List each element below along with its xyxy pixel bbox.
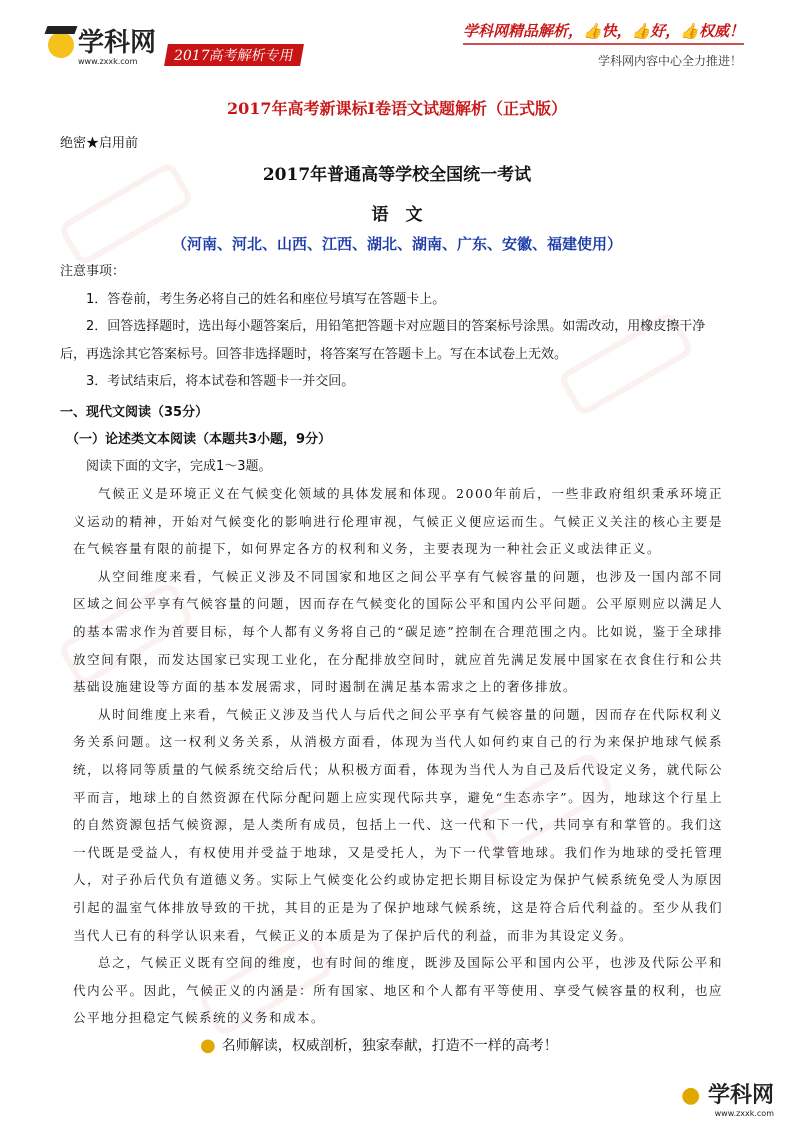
passage-paragraph: 从空间维度来看，气候正义涉及不同国家和地区之间公平享有气候容量的问题，也涉及一国内部不同区域之间公平享有气候容量的问题，因而存在气候变化的国际公平和国内公平问题。公平原则应以满足人的基本需求作为首要目标，每个人都有义务将自己的“碳足迹”控制在合理范围之内。比如说，鉴于全球排放空间有限，而发达国家已实现工业化，在分配排放空间时，就应首先满足发展中国家在衣食住行和公共基础设施建设等方面的基本发展需求，同时遏制在满足基本需求之上的奢侈排放。 [73, 568, 723, 695]
footer-slogan-text: 名师解读，权威剖析，独家奉献，打造不一样的高考！ [221, 1037, 558, 1054]
notes-heading: 注意事项： [60, 264, 126, 279]
footer-site: www.zxxk.com [714, 1109, 774, 1118]
section-heading: 一、现代文阅读（35分） [60, 405, 209, 420]
passage-paragraph: 从时间维度上来看，气候正义涉及当代人与后代之间公平享有气候容量的问题，因而存在代际权利义务关系问题。这一权利义务关系，从消极方面看，体现为当代人如何约束自己的行为来保护地球气候系统，以将同等质量的气候系统交给后代；从积极方面看，体现为当代人为自己及后代设定义务，就代际公平而言，地球上的自然资源在代际分配问题上应实现代际共享，避免“生态赤字”。因为，地球这个行星上的自然资源包括气候资源，是人类所有成员，包括上一代、这一代和下一代，共同享有和掌管的。我们这一代既是受益人，有权使用并受益于地球，又是受托人，为下一代掌管地球。我们作为地球的受托管理人，对子孙后代负有道德义务。实际上气候变化公约或协定把长期目标设定为保护气候系统免受人为原因引起的温室气体排放导致的干扰，其目的正是为了保护地球气候系统，这是符合后代利益的。至少从我们当代人已有的科学认识来看，气候正义的本质是为了保护后代的利益，而非为其设定义务。 [73, 706, 723, 943]
reading-instruction: 阅读下面的文字，完成1～3题。 [86, 459, 272, 474]
footer-brand: 学科网 [707, 1083, 774, 1108]
reading-passage [73, 480, 723, 1032]
passage-paragraph: 总之，气候正义既有空间的维度，也有时间的维度，既涉及国际公平和国内公平，也涉及代际公平和代内公平。因此，气候正义的内涵是：所有国家、地区和个人都有平等使用、享受气候容量的权利，也应公平地分担稳定气候系统的义务和成本。 [73, 955, 723, 1026]
site-url: www.zxxk.com [78, 57, 138, 66]
mascot-icon: ● [681, 1083, 701, 1108]
brand-name: 学科网 [78, 28, 157, 58]
note-item: 1．答卷前，考生务必将自己的姓名和座位号填写在答题卡上。 [86, 291, 446, 307]
header-push: 学科网内容中心全力推进！ [597, 54, 742, 68]
header-slogan: 学科网精品解析，👍快，👍好，👍权威！ [463, 22, 744, 45]
footer-logo [681, 1078, 774, 1118]
note-item: 2．回答选择题时，选出每小题答案后，用铅笔把答题卡对应题目的答案标号涂黑。如需改动，用橡皮擦干净后，再选涂其它答案标号。回答非选择题时，将答案写在答题卡上。写在本试卷上无效。 [60, 319, 706, 362]
footer-slogan [200, 1036, 723, 1056]
note-item: 3．考试结束后，将本试卷和答题卡一并交回。 [86, 374, 355, 389]
mascot-icon [44, 22, 78, 66]
provinces: （河南、河北、山西、江西、湖北、湖南、广东、安徽、福建使用） [171, 235, 622, 253]
header-logo [44, 22, 302, 66]
document-title: 2017年高考新课标Ⅰ卷语文试题解析（正式版） [226, 99, 568, 118]
passage-paragraph: 气候正义是环境正义在气候变化领域的具体发展和体现。2000年前后，一些非政府组织秉承环境正义运动的精神，开始对气候变化的影响进行伦理审视，气候正义便应运而生。气候正义关注的核心主要是在气候容量有限的前提下，如何界定各方的权利和义务，主要表现为一种社会正义或法律正义。 [73, 486, 723, 557]
notes [60, 258, 710, 396]
subject: 语 文 [371, 205, 423, 225]
exam-name: 2017年普通高等学校全国统一考试 [262, 165, 532, 185]
header-tag: 2017高考解析专用 [164, 44, 304, 66]
passage-flow [73, 480, 723, 1056]
mascot-icon: ● [200, 1034, 216, 1056]
subsection-heading: （一）论述类文本阅读（本题共3小题，9分） [66, 432, 332, 447]
secret-label: 绝密★启用前 [60, 136, 139, 151]
